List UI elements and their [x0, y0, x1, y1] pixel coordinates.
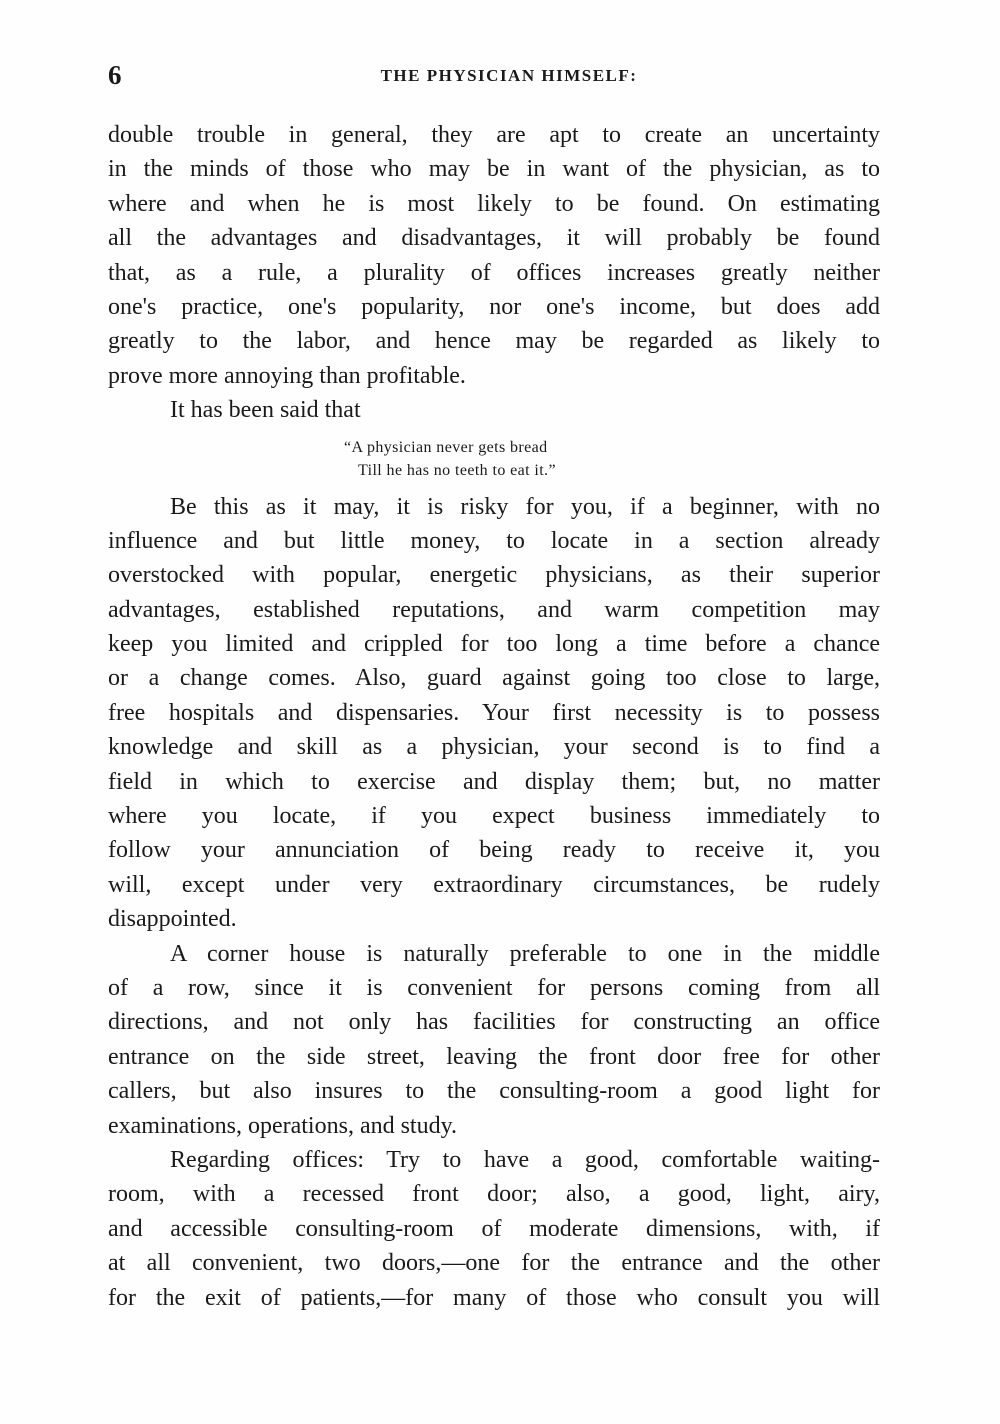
text-line: double trouble in general, they are apt to create an uncertainty — [108, 122, 880, 148]
body-text — [108, 118, 880, 1315]
text-line: knowledge and skill as a physician, your second is to find a — [108, 734, 880, 761]
paragraph — [108, 937, 880, 1143]
text-line: field in which to exercise and display them; but, no matter — [108, 768, 880, 795]
text-line: and accessible consulting-room of moderate dimensions, with, if — [108, 1215, 880, 1242]
text-line: examinations, operations, and study. — [108, 1112, 458, 1139]
text-line: Be this as it may, it is risky for you, if a beginner, with no — [170, 493, 880, 520]
text-line: all the advantages and disadvantages, it will probably be found — [108, 225, 880, 252]
paragraph — [108, 118, 880, 393]
text-line: room, with a recessed front door; also, a good, light, airy, — [108, 1181, 880, 1208]
text-line: entrance on the side street, leaving the front door free for other — [108, 1043, 880, 1070]
text-line: disappointed. — [108, 906, 237, 933]
text-line: directions, and not only has facilities for constructing an office — [108, 1009, 880, 1036]
text-line: in the minds of those who may be in want of the physician, as to — [108, 156, 880, 183]
text-line: keep you limited and crippled for too long a time before a chance — [108, 631, 880, 658]
text-line: A corner house is naturally preferable to one in the middle — [170, 940, 880, 967]
text-line: It has been said that — [170, 397, 361, 424]
text-line: one's practice, one's popularity, nor one's income, but does add — [108, 293, 880, 320]
text-line: that, as a rule, a plurality of offices increases greatly neither — [108, 259, 880, 286]
verse-quote — [108, 428, 880, 490]
text-line: callers, but also insures to the consulting-room a good light for — [108, 1078, 880, 1105]
text-line: Regarding offices: Try to have a good, comfortable waiting- — [170, 1146, 880, 1173]
text-line: will, except under very extraordinary circumstances, be rudely — [108, 871, 880, 898]
running-head: THE PHYSICIAN HIMSELF: — [380, 66, 638, 85]
text-line: advantages, established reputations, and warm competition may — [108, 596, 880, 623]
text-line: where you locate, if you expect business immediately to — [108, 803, 880, 830]
text-line: where and when he is most likely to be found. On estimating — [108, 190, 880, 217]
text-line: for the exit of patients,—for many of those who consult you will — [108, 1284, 880, 1311]
page-number: 6 — [108, 60, 122, 90]
quote-line: “A physician never gets bread — [344, 438, 548, 456]
text-line: prove more annoying than profitable. — [108, 362, 466, 389]
page-header — [108, 60, 880, 90]
text-line: follow your annunciation of being ready to receive it, you — [108, 837, 880, 864]
paragraph — [108, 490, 880, 937]
text-line: or a change comes. Also, guard against going too close to large, — [108, 665, 880, 692]
text-line: overstocked with popular, energetic physicians, as their superior — [108, 562, 880, 589]
text-line: greatly to the labor, and hence may be regarded as likely to — [108, 328, 880, 355]
text-line: of a row, since it is convenient for persons coming from all — [108, 974, 880, 1001]
text-line: at all convenient, two doors,—one for the entrance and the other — [108, 1250, 880, 1277]
text-line: free hospitals and dispensaries. Your first necessity is to possess — [108, 699, 880, 726]
paragraph — [108, 1143, 880, 1315]
paragraph — [108, 393, 880, 427]
quote-line: Till he has no teeth to eat it.” — [358, 461, 556, 479]
text-line: influence and but little money, to locate in a section already — [108, 527, 880, 554]
